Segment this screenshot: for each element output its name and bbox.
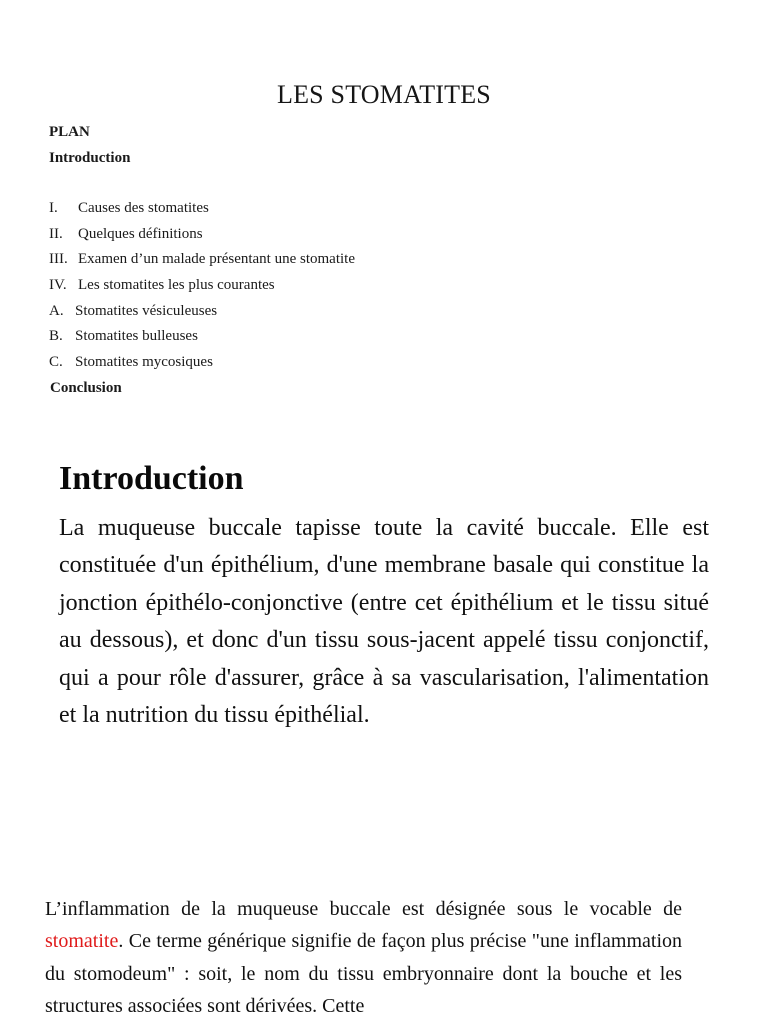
plan-heading: PLAN (49, 124, 90, 140)
plan-item-number: II. (49, 225, 63, 242)
plan-subitem-bulleuses (49, 326, 355, 352)
plan-item-examen (49, 249, 355, 275)
plan-subitem-letter: A. (49, 302, 64, 319)
plan-item-label: Causes des stomatites (78, 200, 209, 216)
document-title: LES STOMATITES (277, 80, 491, 109)
plan-subitem-label: Stomatites mycosiques (75, 354, 213, 371)
plan-subitem-letter: B. (49, 328, 63, 345)
plan-conclusion: Conclusion (50, 379, 122, 396)
plan-item-definitions (49, 224, 355, 250)
table-of-contents (49, 122, 355, 404)
plan-introduction: Introduction (49, 150, 131, 166)
paragraph-text-after: . Ce terme générique signifie de façon plus précise "une inflammation du stomodeum" : soit, le nom du tissu embryonnaire dont la bouche et les structures associées sont dérivées. Cette (45, 930, 682, 1017)
plan-item-causes (49, 198, 355, 224)
plan-item-courantes (49, 275, 355, 301)
plan-subitem-mycosiques (49, 352, 355, 378)
plan-item-label: Les stomatites les plus courantes (78, 277, 275, 294)
plan-subitem-label: Stomatites bulleuses (75, 328, 198, 345)
plan-subitem-label: Stomatites vésiculeuses (75, 302, 218, 319)
plan-item-label: Quelques définitions (78, 225, 203, 242)
paragraph-text-before: L’inflammation de la muqueuse buccale est désignée sous le vocable de (45, 898, 682, 920)
plan-subitem-letter: C. (49, 354, 63, 371)
introduction-section (59, 458, 709, 734)
plan-item-number: III. (49, 251, 68, 268)
plan-item-number: I. (49, 200, 58, 216)
stomatite-definition-paragraph (45, 893, 682, 1022)
highlighted-term-stomatite: stomatite (45, 930, 119, 953)
plan-subitem-vesiculeuses (49, 301, 355, 327)
introduction-paragraph: La muqueuse buccale tapisse toute la cavité buccale. Elle est constituée d'un épithélium, d'une membrane basale qui constitue la jonction épithélo-conjonctive (entre cet épithélium et le tissu situé au dessous), et donc d'un tissu sous-jacent appelé tissu conjonctif, qui a pour rôle d'assurer, grâce à sa vascularisation, l'alimentation et la nutrition du tissu épithélial. (59, 515, 709, 729)
plan-item-number: IV. (49, 277, 67, 294)
plan-item-label: Examen d’un malade présentant une stomatite (78, 251, 355, 268)
introduction-heading: Introduction (59, 460, 244, 497)
